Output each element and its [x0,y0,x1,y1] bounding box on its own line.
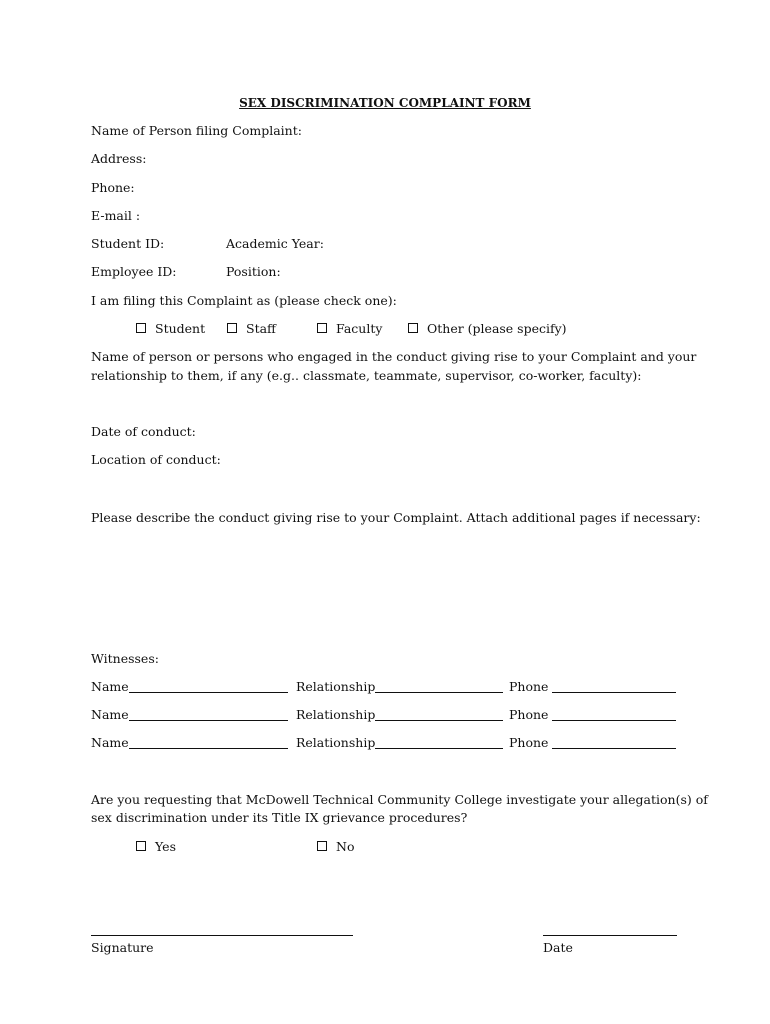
option-no-label: No [336,839,355,854]
option-faculty-label: Faculty [336,321,383,336]
witness-relationship-line[interactable] [375,692,503,693]
option-yes[interactable] [136,839,176,855]
option-student[interactable] [136,321,205,337]
describe-prompt: Please describe the conduct giving rise to your Complaint. Attach additional pages if necessary: [91,510,701,525]
checkbox-icon[interactable] [136,323,146,333]
witness-relationship-line[interactable] [375,720,503,721]
date-label: Date [543,940,573,955]
witness-phone-line[interactable] [552,692,676,693]
filing-as-prompt: I am filing this Complaint as (please check one): [91,293,397,308]
academic-year-label: Academic Year: [226,236,324,251]
employee-id-label: Employee ID: [91,264,177,279]
checkbox-icon[interactable] [136,841,146,851]
witness-relationship-label: Relationship [296,707,376,722]
witness-phone-line[interactable] [552,720,676,721]
witnesses-label: Witnesses: [91,651,159,666]
option-staff-label: Staff [246,321,276,336]
checkbox-icon[interactable] [227,323,237,333]
option-no[interactable] [317,839,354,855]
witness-relationship-label: Relationship [296,679,376,694]
checkbox-icon[interactable] [317,841,327,851]
option-student-label: Student [155,321,206,336]
witness-name-label: Name [91,707,129,722]
witness-phone-label: Phone [509,679,549,694]
witness-name-line[interactable] [129,748,288,749]
address-label: Address: [91,151,147,166]
witness-phone-line[interactable] [552,748,676,749]
witness-name-label: Name [91,679,129,694]
witness-phone-label: Phone [509,735,549,750]
signature-label: Signature [91,940,154,955]
option-other[interactable] [408,321,567,337]
option-staff[interactable] [227,321,276,337]
date-line[interactable] [543,935,677,936]
investigate-prompt-line1: Are you requesting that McDowell Technical Community College investigate your allegation(s) of [91,792,708,807]
location-of-conduct-label: Location of conduct: [91,452,221,467]
witness-name-line[interactable] [129,720,288,721]
persons-prompt-line1: Name of person or persons who engaged in the conduct giving rise to your Complaint and your [91,349,697,364]
option-faculty[interactable] [317,321,382,337]
checkbox-icon[interactable] [408,323,418,333]
student-id-label: Student ID: [91,236,165,251]
witness-relationship-label: Relationship [296,735,376,750]
investigate-prompt-line2: sex discrimination under its Title IX grievance procedures? [91,810,468,825]
witness-name-label: Name [91,735,129,750]
date-of-conduct-label: Date of conduct: [91,424,196,439]
witness-relationship-line[interactable] [375,748,503,749]
email-label: E-mail : [91,208,141,223]
position-label: Position: [226,264,281,279]
option-yes-label: Yes [155,839,176,854]
witness-name-line[interactable] [129,692,288,693]
form-title: SEX DISCRIMINATION COMPLAINT FORM [239,96,531,110]
phone-label: Phone: [91,180,135,195]
persons-prompt-line2: relationship to them, if any (e.g.. classmate, teammate, supervisor, co-worker, faculty): [91,368,642,383]
witness-phone-label: Phone [509,707,549,722]
signature-line[interactable] [91,935,353,936]
option-other-label: Other (please specify) [427,321,567,336]
name-label: Name of Person filing Complaint: [91,123,302,138]
checkbox-icon[interactable] [317,323,327,333]
